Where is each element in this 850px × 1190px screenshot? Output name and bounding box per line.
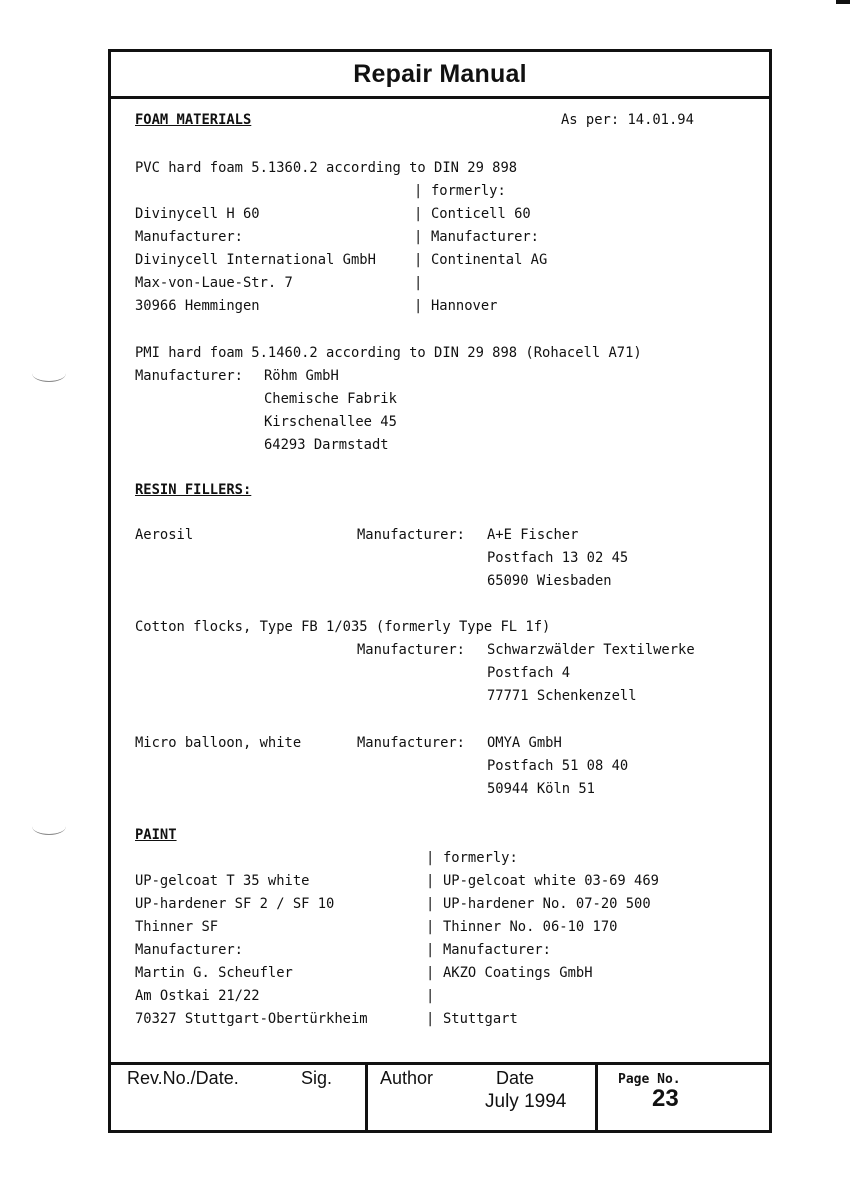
section-heading-resin: RESIN FILLERS: — [135, 482, 252, 498]
sig-label: Sig. — [301, 1068, 333, 1088]
document-frame — [108, 49, 772, 1133]
paint-former-text: UP-gelcoat white 03-69 469 — [443, 873, 659, 889]
pmi-row — [111, 388, 769, 410]
column-divider: | — [414, 252, 423, 268]
pvc-current-text: Manufacturer: — [135, 229, 243, 245]
pmi-manufacturer-text: Kirschenallee 45 — [264, 414, 397, 430]
paint-row — [111, 985, 769, 1007]
pmi-row — [111, 434, 769, 456]
paint-current-text: 70327 Stuttgart-Obertürkheim — [135, 1011, 368, 1027]
micro-row — [111, 778, 769, 800]
manufacturer-label: Manufacturer: — [357, 527, 465, 543]
page-label: Page No. — [618, 1072, 681, 1087]
section-heading-paint: PAINT — [135, 827, 177, 843]
paint-row — [111, 962, 769, 984]
pvc-title: PVC hard foam 5.1360.2 according to DIN 29 898 — [135, 160, 518, 176]
aerosil-name: Aerosil — [135, 527, 194, 543]
paint-former-text: UP-hardener No. 07-20 500 — [443, 896, 651, 912]
aerosil-row — [111, 570, 769, 592]
aerosil-row — [111, 547, 769, 569]
paint-current-text: Am Ostkai 21/22 — [135, 988, 260, 1004]
paint-row — [111, 939, 769, 961]
paint-heading-row — [111, 824, 769, 846]
micro-name: Micro balloon, white — [135, 735, 302, 751]
pmi-manufacturer-label: Manufacturer: — [135, 368, 243, 384]
column-divider: | — [426, 873, 435, 889]
pmi-manufacturer-text: Röhm GmbH — [264, 368, 339, 384]
aerosil-row — [111, 524, 769, 546]
manufacturer-label: Manufacturer: — [357, 642, 465, 658]
pvc-current-text: Divinycell H 60 — [135, 206, 260, 222]
cotton-manufacturer-text: 77771 Schenkenzell — [487, 688, 637, 704]
micro-row — [111, 755, 769, 777]
page-number: 23 — [652, 1085, 679, 1112]
aerosil-manufacturer-text: A+E Fischer — [487, 527, 579, 543]
paint-current-text: Thinner SF — [135, 919, 219, 935]
pvc-current-text: Max-von-Laue-Str. 7 — [135, 275, 293, 291]
pmi-manufacturer-text: 64293 Darmstadt — [264, 437, 389, 453]
paint-current-text: UP-hardener SF 2 / SF 10 — [135, 896, 335, 912]
paint-row — [111, 847, 769, 869]
pmi-title-row — [111, 342, 769, 364]
column-divider: | — [414, 229, 423, 245]
pmi-title: PMI hard foam 5.1460.2 according to DIN 29 898 (Rohacell A71) — [135, 345, 642, 361]
cotton-row — [111, 685, 769, 707]
aerosil-manufacturer-text: Postfach 13 02 45 — [487, 550, 629, 566]
cotton-row — [111, 616, 769, 638]
page-title: Repair Manual — [111, 52, 769, 99]
pvc-former-text: Hannover — [431, 298, 498, 314]
column-divider: | — [426, 988, 435, 1004]
rev-label: Rev.No./Date. — [127, 1068, 239, 1088]
paint-row — [111, 870, 769, 892]
column-divider: | — [426, 919, 435, 935]
corner-mark — [836, 0, 850, 4]
pmi-row — [111, 365, 769, 387]
pvc-row — [111, 203, 769, 225]
aerosil-manufacturer-text: 65090 Wiesbaden — [487, 573, 612, 589]
pvc-former-text: formerly: — [431, 183, 506, 199]
manufacturer-label: Manufacturer: — [357, 735, 465, 751]
date-value: July 1994 — [485, 1091, 567, 1112]
micro-row — [111, 732, 769, 754]
pvc-row — [111, 295, 769, 317]
foam-heading-row — [111, 109, 769, 131]
paint-row — [111, 1008, 769, 1030]
pvc-row — [111, 272, 769, 294]
paint-current-text: Manufacturer: — [135, 942, 243, 958]
column-divider: | — [414, 298, 423, 314]
column-divider: | — [426, 850, 435, 866]
column-divider: | — [414, 206, 423, 222]
pvc-current-text: Divinycell International GmbH — [135, 252, 376, 268]
pmi-manufacturer-text: Chemische Fabrik — [264, 391, 397, 407]
column-divider: | — [426, 965, 435, 981]
author-label: Author — [380, 1068, 434, 1088]
punch-hole-mark — [32, 818, 66, 835]
pvc-former-text: Manufacturer: — [431, 229, 539, 245]
paint-former-text: Thinner No. 06-10 170 — [443, 919, 618, 935]
micro-manufacturer-text: Postfach 51 08 40 — [487, 758, 629, 774]
pvc-title-row — [111, 157, 769, 179]
section-heading-foam: FOAM MATERIALS — [135, 112, 252, 128]
punch-hole-mark — [32, 365, 66, 382]
date-label: Date — [496, 1068, 535, 1088]
paint-former-text: AKZO Coatings GmbH — [443, 965, 593, 981]
paint-current-text: Martin G. Scheufler — [135, 965, 293, 981]
micro-manufacturer-text: OMYA GmbH — [487, 735, 562, 751]
paint-current-text: UP-gelcoat T 35 white — [135, 873, 310, 889]
paint-former-text: formerly: — [443, 850, 518, 866]
page-cell — [595, 1065, 769, 1130]
as-per-date: As per: 14.01.94 — [561, 112, 694, 128]
pvc-former-text: Conticell 60 — [431, 206, 531, 222]
author-date-cell — [365, 1065, 595, 1130]
paint-former-text: Manufacturer: — [443, 942, 551, 958]
cotton-manufacturer-text: Postfach 4 — [487, 665, 571, 681]
paint-row — [111, 893, 769, 915]
column-divider: | — [426, 1011, 435, 1027]
paint-row — [111, 916, 769, 938]
cotton-row — [111, 639, 769, 661]
column-divider: | — [426, 896, 435, 912]
pvc-former-text: Continental AG — [431, 252, 548, 268]
column-divider: | — [414, 183, 423, 199]
pvc-row — [111, 226, 769, 248]
pvc-row — [111, 249, 769, 271]
document-body — [111, 99, 769, 1062]
paint-former-text: Stuttgart — [443, 1011, 518, 1027]
micro-manufacturer-text: 50944 Köln 51 — [487, 781, 595, 797]
cotton-manufacturer-text: Schwarzwälder Textilwerke — [487, 642, 695, 658]
pmi-row — [111, 411, 769, 433]
footer-table — [111, 1062, 769, 1130]
rev-sig-cell — [111, 1065, 365, 1130]
resin-heading-row — [111, 479, 769, 501]
column-divider: | — [414, 275, 423, 291]
cotton-name: Cotton flocks, Type FB 1/035 (formerly Type FL 1f) — [135, 619, 551, 635]
pvc-row — [111, 180, 769, 202]
column-divider: | — [426, 942, 435, 958]
cotton-row — [111, 662, 769, 684]
pvc-current-text: 30966 Hemmingen — [135, 298, 260, 314]
